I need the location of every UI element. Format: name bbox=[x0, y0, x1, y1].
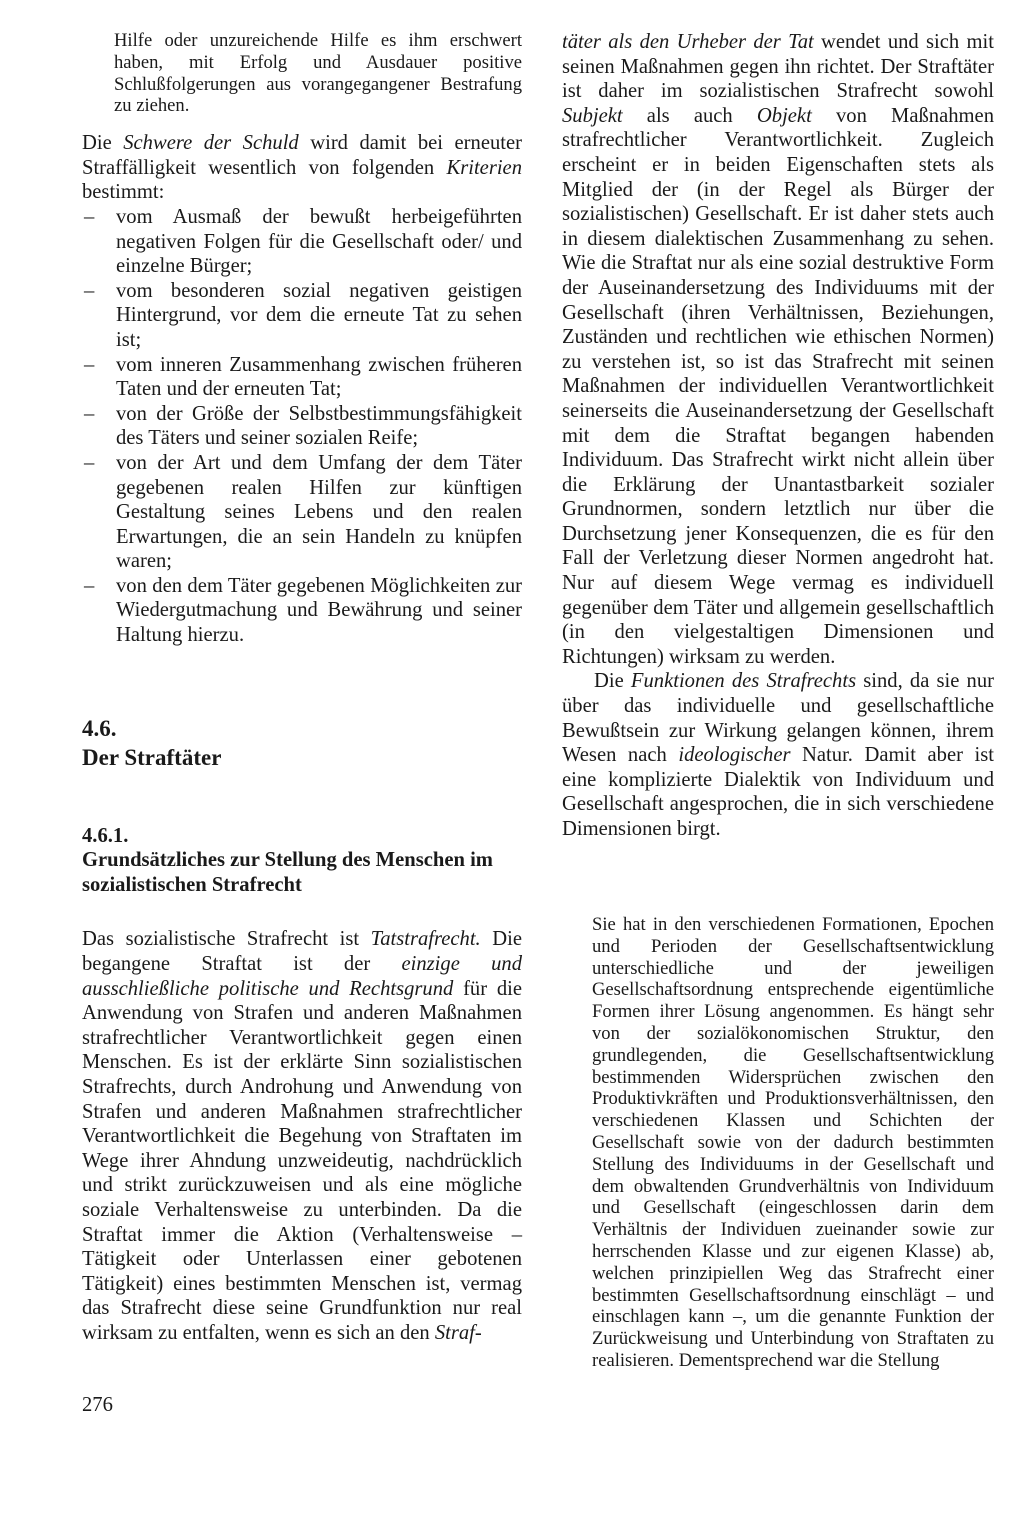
list-item: – von der Größe der Selbstbestimmungsfähigkeit des Täters und seiner sozialen Reife; bbox=[82, 402, 522, 451]
subsection-title: Grundsätzliches zur Stellung des Menschen im sozialistischen Strafrecht bbox=[82, 849, 493, 896]
tatstrafrecht-paragraph: Das sozialistische Strafrecht ist Tatstrafrecht. Die begangene Straftat ist der einzige und ausschließliche politische und Rechtsgrund für die Anwendung von Strafen und anderen Maßnahmen strafrechtlicher Verantwortlichkeit gegen einen Menschen. Es ist der erklärte Sinn sozialistischen Strafrechts, durch Androhung und Anwendung von Strafen und anderen Maßnahmen strafrechtlicher Verantwortlichkeit die Begehung von Straftaten im Wege ihrer Ahndung unzweideutig, nachdrücklich und strikt zurückzuweisen und als eine mögliche soziale Verhaltensweise zu unterbinden. Da die Straftat immer die Aktion (Verhaltensweise – Tätigkeit oder Unterlassen einer gebotenen Tätigkeit) eines bestimmten Menschen ist, vermag das Strafrecht diese seine Grundfunktion nur real wirksam zu entfalten, wenn es sich an den Straf- bbox=[82, 928, 523, 1344]
straftaeter-paragraph: täter als den Urheber der Tat wendet und sich mit seinen Maßnahmen gegen ihn richtet. Der Straftäter ist daher im sozialistischen Strafrecht sowohl Subjekt als auch Objekt von Maßnahmen strafrechtlicher Verantwortlichkeit. Zugleich erscheint er in beiden Eigenschaften stets als Mitglied der (in der Regel als Bürger der sozialistischen) Gesellschaft. Er ist daher stets auch in diesem dialektischen Zusammenhang zu sehen. Wie die Straftat nur als eine sozial destruktive Form der Auseinandersetzung des Individuums mit der Gesellschaft (ihren Verhältnissen, Beziehungen, Zuständen und rechtlichen wie ethischen Normen) zu verstehen ist, so ist das Strafrecht mit seinen Maßnahmen der individuellen Verantwortlichkeit seinerseits die Auseinandersetzung der Gesellschaft mit dem die Straftat begangen habenden Individuum. Das Strafrecht wirkt nicht allein über die Erklärung der Unantastbarkeit sozialer Grundnormen, sondern letztlich nur über die Durchsetzung jener Konsequenzen, die es für den Fall der Verletzung dieser Normen angedroht hat. Nur auf diesem Wege vermag es individuell gegenüber dem Täter und allgemein gesellschaftlich (in den vielgestaltigen Dimensionen und Richtungen) wirksam zu werden. bbox=[562, 31, 995, 668]
small-print-paragraph: Sie hat in den verschiedenen Formationen, Epochen und Perioden der Gesellschaftsentwicklung unterschiedliche und der jeweiligen Gesellschaftsordnung entsprechende eigentümliche Formen ihrer Lösung angenommen. Es hängt sehr von der sozialökonomischen Struktur, den grundlegenden, die Gesellschaftsentwicklung bestimmenden Widersprüchen zwischen den Produktivkräften und Produktionsverhältnissen, den verschiedenen Klassen und Schichten der Gesellschaft sowie von der dadurch bestimmten Stellung des Individuums in der Gesellschaft und dem obwaltenden Grundverhältnis von Individuum und Gesellschaft (eingeschlossen darin dem Verhältnis der Individuen zueinander sowie zur herrschenden Klasse und zur eigenen Klasse) ab, welchen prinzipiellen Weg das Strafrecht einer bestimmten Gesellschaftsordnung einschlägt – und einschlagen kann –, um die genannte Funktion der Zurückweisung und Unterbindung von Straftaten zu realisieren. Dementsprechend war die Stellung bbox=[592, 914, 994, 1371]
intro-small-paragraph: Hilfe oder unzureichende Hilfe es ihm erschwert haben, mit Erfolg und Ausdauer positive Schlußfolgerungen aus vorangegangener Bestrafung zu ziehen. bbox=[114, 30, 522, 117]
list-item: – vom besonderen sozial negativen geistigen Hintergrund, vor dem die erneute Tat zu sehen ist; bbox=[82, 279, 522, 353]
section-number: 4.6. bbox=[82, 715, 117, 741]
criteria-list bbox=[82, 205, 522, 648]
criteria-intro-paragraph: Die Schwere der Schuld wird damit bei erneuter Straffälligkeit wesentlich von folgenden Kriterien bestimmt: bbox=[82, 132, 522, 204]
list-item: – vom Ausmaß der bewußt herbeigeführten negativen Folgen für die Gesellschaft oder/ und einzelne Bürger; bbox=[82, 205, 522, 279]
kriterien-term: Kriterien bbox=[446, 156, 522, 179]
section-heading bbox=[82, 714, 522, 772]
right-column bbox=[562, 30, 994, 842]
schwere-der-schuld-term: Schwere der Schuld bbox=[123, 132, 299, 155]
list-item: – vom inneren Zusammenhang zwischen früheren Taten und der erneuten Tat; bbox=[82, 353, 522, 402]
list-item: – von der Art und dem Umfang der dem Täter gegebenen realen Hilfen zur künftigen Gestaltung seines Lebens und den realen Erwartungen, die an sein Handeln zu knüpfen waren; bbox=[82, 451, 522, 574]
funktionen-paragraph: Die Funktionen des Strafrechts sind, da sie nur über das individuelle und gesellschaftliche Bewußtsein zur Wirkung gelangen können, ihrem Wesen nach ideologischer Natur. Damit aber ist eine komplizierte Dialektik von Individuum und Gesellschaft angesprochen, die in sich verschiedene Dimensionen birgt. bbox=[562, 670, 994, 840]
section-title: Der Straftäter bbox=[82, 744, 222, 770]
list-item: – von den dem Täter gegebenen Möglichkeiten zur Wiedergutmachung und Bewährung und seiner Haltung hierzu. bbox=[82, 574, 522, 648]
subsection-heading bbox=[82, 824, 522, 898]
subsection-number: 4.6.1. bbox=[82, 824, 129, 847]
page-number: 276 bbox=[82, 1394, 113, 1416]
left-column bbox=[82, 30, 522, 1346]
